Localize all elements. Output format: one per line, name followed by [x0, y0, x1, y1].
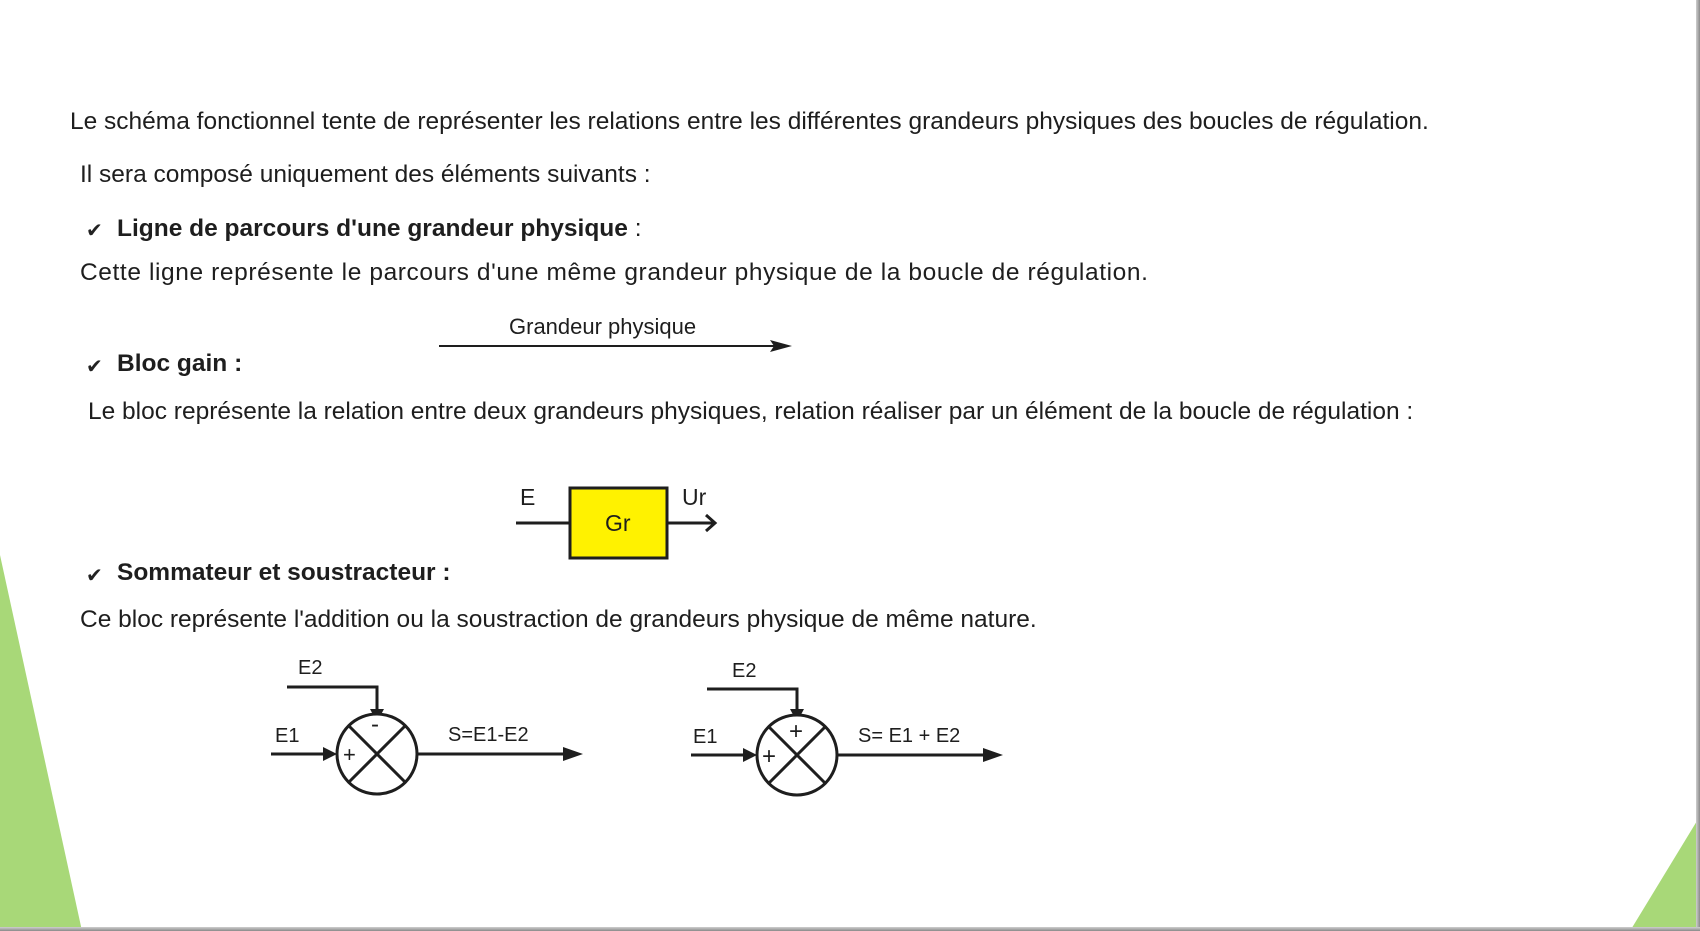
adder-diagram [685, 650, 1015, 800]
gain-block-diagram [510, 480, 730, 560]
subtractor-diagram [265, 650, 595, 800]
section-ligne-heading [117, 214, 642, 244]
section-sommateur-description: Ce bloc représente l'addition ou la soustraction de grandeurs physique de même nature. [80, 606, 1037, 633]
grandeur-line-label: Grandeur physique [509, 314, 697, 339]
subtractor-output-arrowhead [563, 747, 583, 761]
adder-e1-label: E1 [693, 726, 718, 748]
grandeur-line-diagram [430, 306, 800, 356]
section-ligne-title-suffix: : [627, 215, 642, 242]
intro-line-2: Il sera composé uniquement des éléments suivants : [80, 161, 651, 188]
adder-output-label: S= E1 + E2 [858, 725, 961, 747]
gain-output-label: Ur [682, 484, 707, 510]
section-ligne-description: Cette ligne représente le parcours d'une même grandeur physique de la boucle de régulation. [80, 259, 1149, 286]
gain-block-label: Gr [605, 510, 631, 536]
adder-e1-arrowhead [743, 748, 757, 762]
section-ligne-title: Ligne de parcours d'une grandeur physique [117, 215, 628, 242]
section-sommateur-title: Sommateur et soustracteur : [117, 559, 451, 586]
check-icon: ✔ [86, 220, 103, 242]
section-bloc-title: Bloc gain : [117, 350, 243, 377]
slide-border-right [1696, 0, 1700, 931]
section-bloc-description: Le bloc représente la relation entre deux grandeurs physiques, relation réaliser par un élément de la boucle de régulation : [88, 398, 1414, 425]
subtractor-sign-top: - [371, 711, 379, 738]
subtractor-e2-line [287, 687, 377, 711]
check-icon: ✔ [86, 356, 103, 378]
adder-e2-line [707, 689, 797, 711]
subtractor-e2-label: E2 [298, 657, 323, 679]
green-triangle-left [0, 555, 90, 931]
subtractor-output-label: S=E1-E2 [448, 724, 529, 746]
adder-sign-left: + [762, 743, 777, 770]
gain-input-label: E [520, 484, 536, 510]
slide-border-bottom [0, 927, 1700, 931]
adder-e2-label: E2 [732, 660, 757, 682]
subtractor-e1-label: E1 [275, 725, 300, 747]
check-icon: ✔ [86, 565, 103, 587]
adder-output-arrowhead [983, 748, 1003, 762]
subtractor-e1-arrowhead [323, 747, 337, 761]
intro-line-1: Le schéma fonctionnel tente de représenter les relations entre les différentes grandeurs physiques des boucles de régulation. [70, 108, 1429, 135]
subtractor-sign-left: + [343, 742, 356, 767]
green-triangle-right [1630, 816, 1700, 931]
adder-sign-top: + [789, 718, 804, 745]
